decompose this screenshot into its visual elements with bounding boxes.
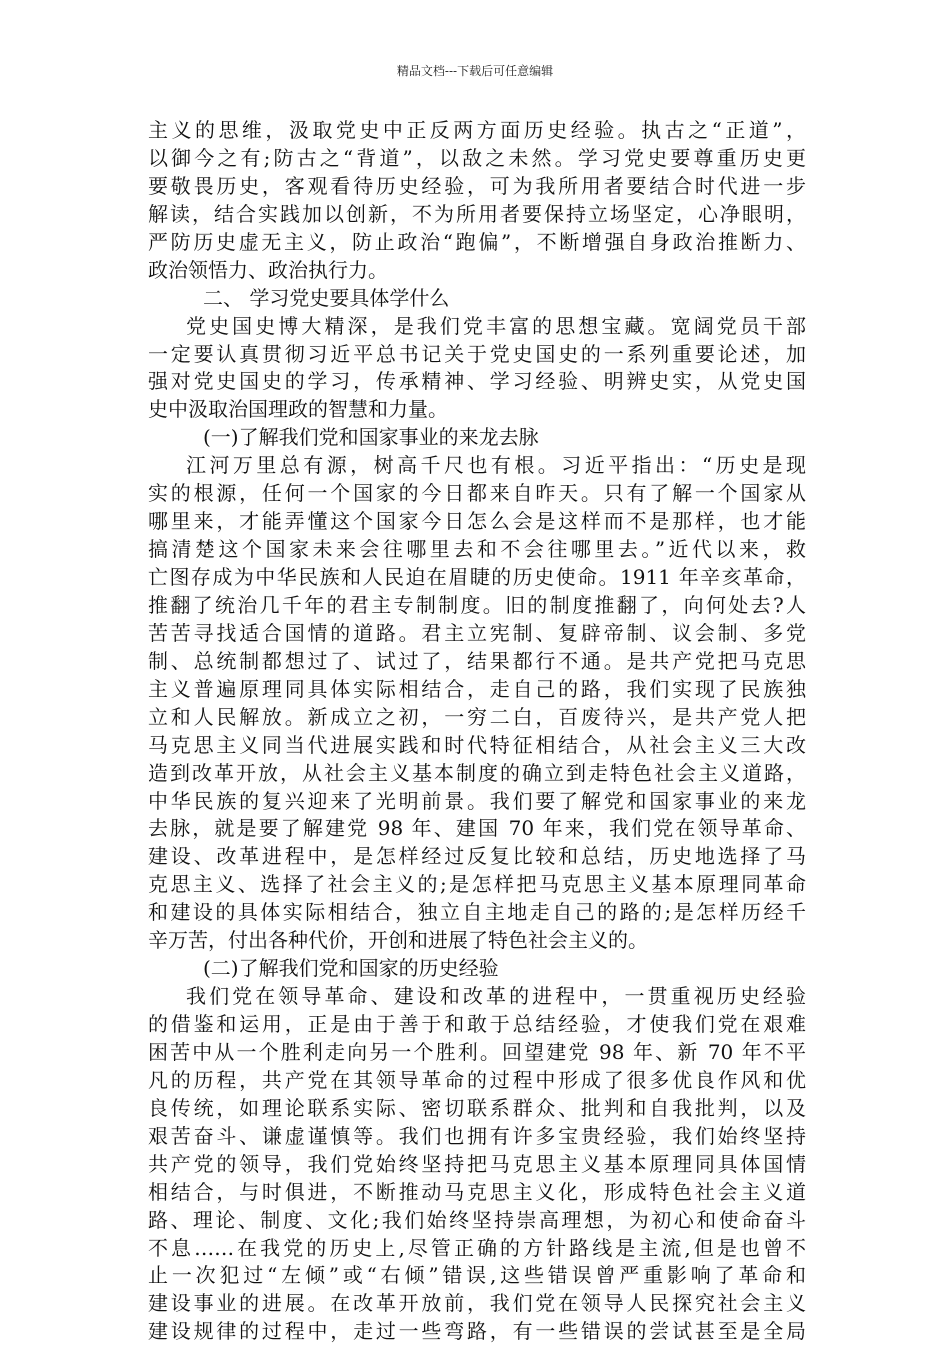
text-line: 困苦中从一个胜利走向另一个胜利。回望建党 98 年、新 70 年不平 [148,1039,806,1064]
paragraph [148,117,806,285]
paragraph [148,983,806,1346]
text-line: 克思主义、选择了社会主义的;是怎样把马克思主义基本原理同革命 [148,872,806,897]
text-line: 我们党在领导革命、建设和改革的进程中，一贯重视历史经验 [186,984,806,1009]
text-line: 建设事业的进展。在改革开放前，我们党在领导人民探究社会主义 [148,1291,806,1316]
text-line: 一定要认真贯彻习近平总书记关于党史国史的一系列重要论述，加 [148,341,806,366]
text-line: 立和人民解放。新成立之初，一穷二白，百废待兴，是共产党人把 [148,704,806,729]
text-line: 哪里来，才能弄懂这个国家今日怎么会是这样而不是那样，也才能 [148,509,806,534]
text-line: 政治领悟力、政治执行力。 [148,257,388,282]
text-line: 主义普遍原理同具体实际相结合，走自己的路，我们实现了民族独 [148,676,806,701]
text-line: 搞清楚这个国家未来会往哪里去和不会往哪里去。”近代以来，救 [148,537,806,562]
text-line: 良传统，如理论联系实际、密切联系群众、批判和自我批判，以及 [148,1095,806,1120]
text-line: 主义的思维，汲取党史中正反两方面历史经验。执古之“正道”， [148,118,806,142]
text-line: 推翻了统治几千年的君主专制制度。旧的制度推翻了，向何处去?人 [148,592,806,617]
text-line: 强对党史国史的学习，传承精神、学习经验、明辨史实，从党史国 [148,369,806,394]
text-line: 止一次犯过“左倾”或“右倾”错误,这些错误曾严重影响了革命和 [148,1263,806,1288]
text-line: 辛万苦，付出各种代价，开创和进展了特色社会主义的。 [148,928,648,953]
section-heading: (一)了解我们党和国家事业的来龙去脉 [203,425,539,450]
paragraph [148,452,806,955]
text-line: 以御今之有;防古之“背道”，以敌之未然。学习党史要尊重历史更 [148,145,806,170]
text-line: 的借鉴和运用，正是由于善于和敢于总结经验，才使我们党在艰难 [148,1012,806,1036]
text-line: 亡图存成为中华民族和人民迫在眉睫的历史使命。1911 年辛亥革命， [148,565,806,589]
text-line: 共产党的领导，我们党始终坚持把马克思主义基本原理同具体国情 [148,1151,806,1176]
text-line: 造到改革开放，从社会主义基本制度的确立到走特色社会主义道路， [148,760,806,785]
document-body [148,117,806,1346]
text-line: 路、理论、制度、文化;我们始终坚持崇高理想，为初心和使命奋斗 [148,1207,806,1232]
page-header: 精品文档---下载后可任意编辑 [396,64,554,78]
text-line: 马克思主义同当代进展实践和时代特征相结合，从社会主义三大改 [148,732,806,757]
text-line: 去脉，就是要了解建党 98 年、建国 70 年来，我们党在领导革命、 [148,816,806,841]
text-line: 不息……在我党的历史上,尽管正确的方针路线是主流,但是也曾不 [148,1235,806,1260]
text-line: 制、总统制都想过了、试过了，结果都行不通。是共产党把马克思 [148,648,806,673]
text-line: 凡的历程，共产党在其领导革命的过程中形成了很多优良作风和优 [148,1067,806,1092]
text-line: 中华民族的复兴迎来了光明前景。我们要了解党和国家事业的来龙 [148,788,806,813]
text-line: 建设、改革进程中，是怎样经过反复比较和总结，历史地选择了马 [148,844,806,869]
section-heading: 二、 学习党史要具体学什么 [203,285,450,310]
paragraph [148,313,806,425]
text-line: 相结合，与时俱进，不断推动马克思主义化，形成特色社会主义道 [148,1179,806,1204]
text-line: 史中汲取治国理政的智慧和力量。 [148,397,448,422]
text-line: 要敬畏历史，客观看待历史经验，可为我所用者要结合时代进一步 [148,173,806,198]
text-line: 党史国史博大精深，是我们党丰富的思想宝藏。宽阔党员干部 [186,313,806,338]
section-heading: (二)了解我们党和国家的历史经验 [203,956,499,981]
text-line: 江河万里总有源，树高千尺也有根。习近平指出：“历史是现 [186,453,806,478]
text-line: 实的根源，任何一个国家的今日都来自昨天。只有了解一个国家从 [148,481,806,506]
text-line: 解读，结合实践加以创新，不为所用者要保持立场坚定，心净眼明， [148,201,806,226]
text-line: 严防历史虚无主义，防止政治“跑偏”，不断增强自身政治推断力、 [148,229,806,254]
text-line: 艰苦奋斗、谦虚谨慎等。我们也拥有许多宝贵经验，我们始终坚持 [148,1123,806,1148]
text-line: 苦苦寻找适合国情的道路。君主立宪制、复辟帝制、议会制、多党 [148,620,806,645]
text-line: 建设规律的过程中，走过一些弯路，有一些错误的尝试甚至是全局 [148,1319,806,1344]
text-line: 和建设的具体实际相结合，独立自主地走自己的路的;是怎样历经千 [148,900,806,925]
